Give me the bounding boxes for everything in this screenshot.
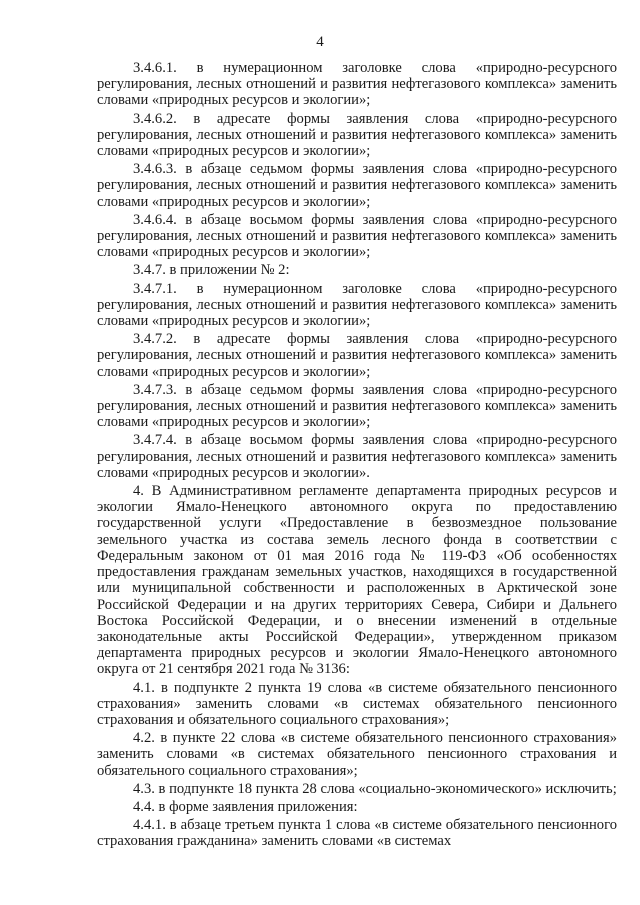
paragraph-4-4: 4.4. в форме заявления приложения: <box>133 798 358 815</box>
document-body <box>97 60 617 852</box>
paragraph-3-4-7-4: 3.4.7.4. в абзаце восьмом формы заявления слова «природно-ресурсного регулирования, лесных отношений и развития нефтегазового комплекса» заменить словами «природных ресурсов и экологии». <box>97 432 617 481</box>
paragraph-4-3: 4.3. в подпункте 18 пункта 28 слова «социально-экономического» исключить; <box>133 780 617 797</box>
paragraph-3-4-6-1: 3.4.6.1. в нумерационном заголовке слова «природно-ресурсного регулирования, лесных отношений и развития нефтегазового комплекса» заменить словами «природных ресурсов и экологии»; <box>97 60 617 109</box>
paragraph-3-4-6-3: 3.4.6.3. в абзаце седьмом формы заявления слова «природно-ресурсного регулирования, лесных отношений и развития нефтегазового комплекса» заменить словами «природных ресурсов и экологии»; <box>97 161 617 210</box>
paragraph-3-4-7-3: 3.4.7.3. в абзаце седьмом формы заявления слова «природно-ресурсного регулирования, лесных отношений и развития нефтегазового комплекса» заменить словами «природных ресурсов и экологии»; <box>97 381 617 431</box>
paragraph-4: 4. В Административном регламенте департамента природных ресурсов и экологии Ямало-Ненецкого автономного округа по предоставлению государственной услуги «Предоставление в безвозмездное пользование земельного участка из состава земель лесного фонда в соответствии с Федеральным законом от 01 мая 2016 года № 119-ФЗ «Об особенностях предоставления гражданам земельных участков, находящихся в государственной или муниципальной собственности и расположенных в Арктической зоне Российской Федерации и на других территориях Севера, Сибири и Дальнего Востока Российской Федерации, и о внесении изменений в отдельные законодательные акты Российской Федерации», утвержденном приказом департамента природных ресурсов и экологии Ямало-Ненецкого автономного округа от 21 сентября 2021 года № 3136: <box>97 483 617 678</box>
paragraph-4-2: 4.2. в пункте 22 слова «в системе обязательного пенсионного страхования» заменить словами «в системах обязательного пенсионного страхования и обязательного социального страхования»; <box>97 730 617 779</box>
paragraph-4-1: 4.1. в подпункте 2 пункта 19 слова «в системе обязательного пенсионного страхования» заменить словами «в системах обязательного пенсионного страхования и обязательного социального страхования»; <box>97 679 617 728</box>
paragraph-4-4-1: 4.4.1. в абзаце третьем пункта 1 слова «в системе обязательного пенсионного страхования гражданина» заменить словами «в системах <box>97 817 617 850</box>
paragraph-3-4-7-2: 3.4.7.2. в адресате формы заявления слова «природно-ресурсного регулирования, лесных отношений и развития нефтегазового комплекса» заменить словами «природных ресурсов и экологии»; <box>97 331 617 380</box>
page-number: 4 <box>316 34 324 50</box>
paragraph-3-4-6-2: 3.4.6.2. в адресате формы заявления слова «природно-ресурсного регулирования, лесных отношений и развития нефтегазового комплекса» заменить словами «природных ресурсов и экологии»; <box>97 110 617 160</box>
paragraph-3-4-7-1: 3.4.7.1. в нумерационном заголовке слова «природно-ресурсного регулирования, лесных отношений и развития нефтегазового комплекса» заменить словами «природных ресурсов и экологии»; <box>97 280 617 330</box>
paragraph-3-4-7: 3.4.7. в приложении № 2: <box>133 262 290 279</box>
paragraph-3-4-6-4: 3.4.6.4. в абзаце восьмом формы заявления слова «природно-ресурсного регулирования, лесных отношений и развития нефтегазового комплекса» заменить словами «природных ресурсов и экологии»; <box>97 211 617 261</box>
